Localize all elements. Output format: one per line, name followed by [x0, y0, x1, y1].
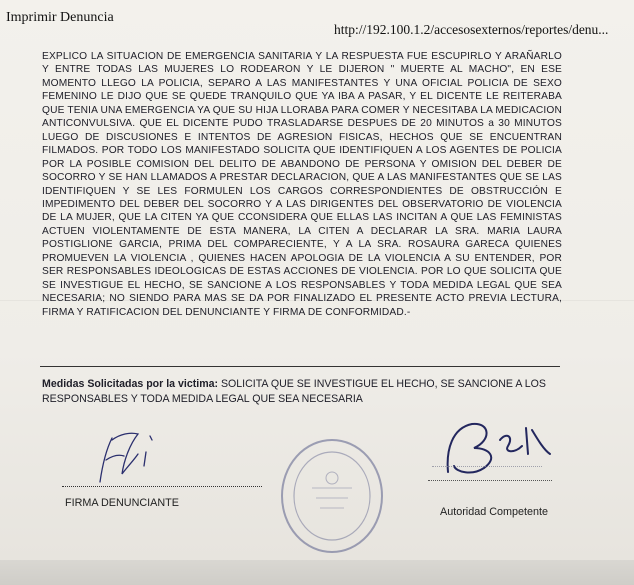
print-title: Imprimir Denuncia	[6, 10, 114, 25]
authority-signature-line	[428, 480, 552, 481]
requested-measures	[42, 377, 562, 407]
authority-signature-label: Autoridad Competente	[440, 506, 549, 518]
complainant-signature-label: FIRMA DENUNCIANTE	[65, 497, 179, 509]
complaint-body-text: EXPLICO LA SITUACION DE EMERGENCIA SANITARIA Y LA RESPUESTA FUE ESCUPIRLO Y ARAÑARLO Y ENTRE TODAS LAS MUJERES LO RODEARON Y LE DIJERON " MUERTE AL MACHO", EN ESE MOMENTO LLEGO LA POLICIA, SEPARO A LAS MANIFESTANTES Y UNA OFICIAL POLICIA DE SEXO FEMENINO LE DIJO QUE SE QUEDE TRANQUILO QUE YA IBA A PASAR, Y EL DICENTE LE REITERABA QUE TENIA UNA EMERGENCIA YA QUE SU HIJA LLORABA PARA COMER Y NECESITABA LA MEDICACION ANTICONVULSIVA. QUE EL DICENTE PUDO TRASLADARSE DESPUES DE 20 MINUTOS a 30 MINUTOS LUEGO DE DISCUSIONES E INTENTOS DE AGRESION FISICAS, HECHOS QUE SE ENCUENTRAN FILMADOS. POR TODO LOS MANIFESTADO SOLICITA QUE IDENTIFIQUEN A LOS AGENTES DE POLICIA POR LA POSIBLE COMISION DEL DELITO DE ABANDONO DE PERSONA Y OMISION DEL DEBER DE SOCORRO Y SE HAN LLAMADOS A PRESTAR DECLARACION, QUE A LAS MANIFESTANTES QUE SE LAS IDENTIFIQUEN Y SE LES FORMULEN LOS CARGOS CORRESPONDIENTES DE OBSTRUCCIÓN E IMPEDIMENTO DEL DEBER DEL SOCORRO Y A LAS DIRIGENTES DEL OBSERVATORIO DE VIOLENCIA DE LA MUJER, QUE LA CITEN YA QUE CCONSIDERA QUE ELLAS LAS INCITAN A QUE LAS FEMINISTAS ACTUEN VIOLENTAMENTE DE ESTA MANERA, LA CITEN A DECLARAR LA SRA. MARIA LAURA POSTIGLIONE GARCIA, PRIMA DEL COMPARECIENTE, Y A LA SRA. ROSAURA GARECA QUIENES PROMUEVEN LA VIOLENCIA , QUIENES HACEN APOLOGIA DE LA VIOLENCIA A SU ENTENDER, POR SER RESPONSABLES IDEOLOGICAS DE ESTAS ACCIONES DE VIOLENCIA. POR LO QUE SOLICITA QUE SE INVESTIGUE EL HECHO, SE SANCIONE A LOS RESPONSABLES Y TODA MEDIDA LEGAL QUE SEA NECESARIA; NO SIENDO PARA MAS SE DA POR FINALIZADO EL PRESENTE ACTO PREVIA LECTURA, FIRMA Y RATIFICACION DEL DENUNCIANTE Y FIRMA DE CONFORMIDAD.-	[42, 51, 562, 318]
requested-measures-text: SOLICITA QUE SE INVESTIGUE EL HECHO, SE SANCIONE A LOS RESPONSABLES Y TODA MEDIDA LEGAL QUE SEA NECESARIA	[42, 378, 546, 405]
print-header	[0, 0, 634, 44]
requested-measures-label: Medidas Solicitadas por la victima:	[42, 378, 219, 390]
print-url: http://192.100.1.2/accesosexternos/reportes/denu...	[334, 22, 609, 37]
authority-stamp-text	[432, 458, 552, 467]
complainant-signature	[72, 420, 182, 490]
section-divider	[40, 366, 560, 367]
page-bottom-edge	[0, 560, 634, 585]
official-seal-stamp	[272, 428, 392, 558]
complainant-signature-line	[62, 486, 262, 487]
authority-signature	[428, 410, 558, 490]
